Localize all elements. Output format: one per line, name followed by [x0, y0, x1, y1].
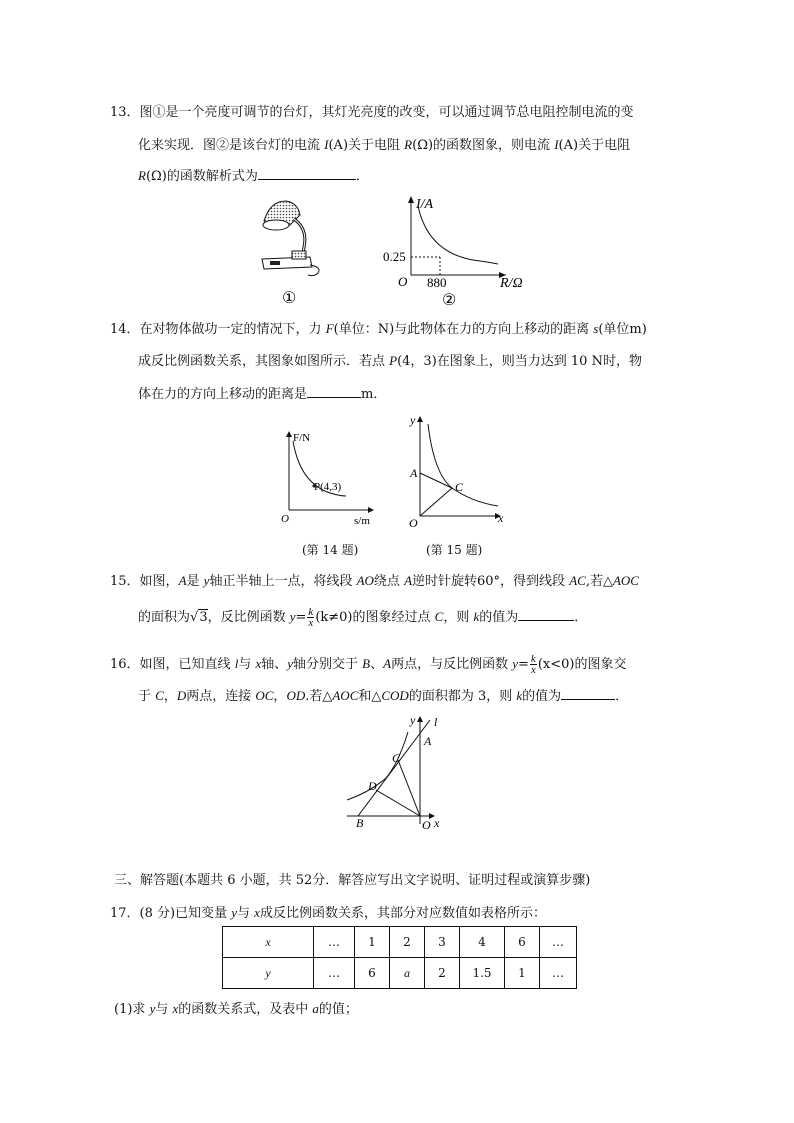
q14-line-3: 体在力的方向上移动的距离是 m．	[138, 384, 386, 404]
y-axis-label: y	[410, 713, 416, 727]
table-cell: y	[223, 958, 314, 989]
table-cell: a	[390, 958, 425, 989]
y-axis-label: I/A	[416, 197, 434, 212]
table-cell: 1.5	[460, 958, 505, 989]
table-row-x	[223, 927, 577, 958]
section-3-heading: 三、解答题(本题共 6 小题，共 52分．解答应写出文字说明、证明过程或演算步骤)	[114, 873, 591, 888]
y-tick-label: 0.25	[383, 249, 406, 264]
table-cell: 2	[425, 958, 460, 989]
q14-line-1: 14．在对物体做功一定的情况下，力 F(单位：N)与此物体在力的方向上移动的距离 s(单位m)	[110, 321, 647, 337]
table-cell: …	[540, 927, 577, 958]
answer-blank[interactable]	[307, 384, 361, 398]
point-d-label: D	[368, 779, 377, 793]
q15-caption: (第 15 题)	[426, 543, 483, 557]
desk-lamp-figure	[252, 195, 332, 307]
x-axis-label: s/m	[354, 515, 370, 527]
y-axis-label: F/N	[293, 432, 311, 444]
point-c-label: C	[455, 480, 464, 494]
table-cell: …	[314, 927, 355, 958]
q13-line-2: 化来实现．图②是该台灯的电流 I(A)关于电阻 R(Ω)的函数图象，则电流 I(A)关于电阻	[138, 137, 631, 153]
q16-line-2: 于 C，D两点，连接 OC，OD.若△AOC和△COD的面积都为 3，则 k的值为 ．	[138, 688, 629, 704]
x-tick-label: 880	[427, 275, 447, 290]
q16-line-1: 16．如图，已知直线 l与 x轴、y轴分别交于 B、A两点，与反比例函数 y= $\frac{k}{x}$ (x<0)的图象交	[110, 653, 627, 676]
current-resistance-graph	[378, 190, 538, 310]
q13-line-1: 13．图①是一个亮度可调节的台灯，其灯光亮度的改变，可以通过调节总电阻控制电流的变	[110, 105, 634, 120]
value-table	[222, 926, 577, 989]
y-axis-label: y	[410, 413, 416, 427]
point-p-label: P(4,3)	[314, 481, 342, 493]
table-cell: 6	[505, 927, 540, 958]
q15-number: 15．	[110, 574, 140, 589]
fraction-k-over-x: $\frac{k}{x}$	[308, 606, 314, 629]
x-axis-label: x	[434, 816, 440, 830]
table-cell: 1	[505, 958, 540, 989]
point-o-label: O	[422, 818, 431, 832]
x-axis-label: x	[498, 511, 504, 525]
q17-part-1: (1)求 y与 x的函数关系式，及表中 a的值；	[114, 1001, 358, 1017]
point-b-label: B	[356, 816, 364, 830]
point-o-label: O	[409, 516, 418, 530]
q15-line-1: 15．如图，A是 y轴正半轴上一点，将线段 AO绕点 A逆时针旋转60°，得到线段 AC,若△AOC	[110, 573, 639, 589]
origin-label: O	[281, 513, 289, 525]
fraction-k-over-x: $\frac{k}{x}$	[530, 653, 536, 676]
table-row-y	[223, 958, 577, 989]
table-cell: 2	[390, 927, 425, 958]
q17-line-1: 17．(8 分)已知变量 y与 x成反比例函数关系，其部分对应数值如表格所示：	[110, 905, 546, 921]
table-cell: …	[540, 958, 577, 989]
point-a-label: A	[424, 734, 432, 748]
q13-number: 13．	[110, 105, 140, 120]
q17-number: 17．	[110, 906, 140, 921]
table-cell: 3	[425, 927, 460, 958]
table-cell: 6	[355, 958, 390, 989]
point-a-label: A	[410, 466, 418, 480]
answer-blank[interactable]	[258, 166, 356, 180]
q14-number: 14．	[110, 322, 140, 337]
answer-blank[interactable]	[518, 607, 574, 621]
line-l-label: l	[434, 715, 438, 729]
q16-figure	[342, 712, 452, 837]
q15-line-2: 的面积为√3，反比例函数 y= $\frac{k}{x}$ (k≠0)的图象经过点 C，则 k的值为 ．	[138, 606, 588, 629]
q14-caption: (第 14 题)	[302, 543, 359, 557]
table-cell: …	[314, 958, 355, 989]
q15-figure	[402, 412, 512, 532]
table-cell: 1	[355, 927, 390, 958]
origin-label: O	[398, 274, 408, 289]
force-distance-graph	[276, 425, 386, 530]
figure-1-label: ①	[282, 290, 297, 307]
table-cell: x	[223, 927, 314, 958]
table-cell: 4	[460, 927, 505, 958]
x-axis-label: R/Ω	[500, 276, 523, 291]
q14-line-2: 成反比例函数关系，其图象如图所示．若点 P(4，3)在图象上，则当力达到 10 N时，物	[138, 353, 642, 369]
answer-blank[interactable]	[561, 686, 615, 700]
point-c-label: C	[392, 751, 401, 765]
q16-number: 16．	[110, 657, 140, 672]
figure-2-label: ②	[442, 292, 457, 309]
q13-line-3: R(Ω)的函数解析式为 ．	[138, 168, 369, 184]
